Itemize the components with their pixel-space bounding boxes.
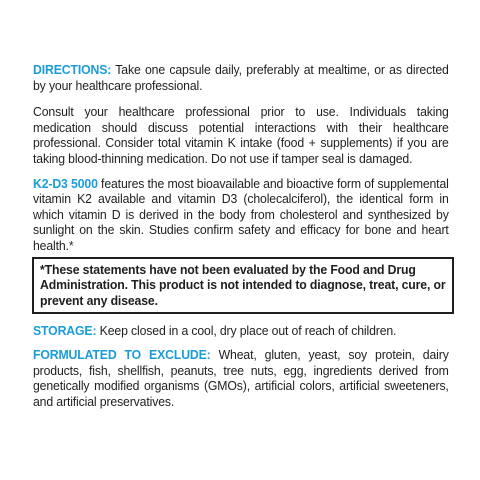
consult-paragraph: Consult your healthcare professional prior to use. Individuals taking medication should discuss potential interactions with their healthcare professional. Consider total vitamin K intake (food + supplements) if you are taking blood-thinning medication. Do not use if tamper seal is damaged. [33, 104, 449, 166]
formulated-to-exclude-paragraph [33, 347, 449, 409]
storage-heading: STORAGE: [33, 323, 97, 339]
formulated-to-exclude-text: Wheat, gluten, yeast, soy protein, dairy products, fish, shellfish, peanuts, tree nuts, egg, ingredients derived from genetically modified organisms (GMOs), artificial colors, artificial sweeteners, and artificial preservatives. [33, 346, 449, 409]
directions-heading: DIRECTIONS: [33, 62, 112, 77]
product-name-heading: K2-D3 5000 [33, 175, 98, 191]
fda-disclaimer-box [32, 257, 454, 315]
product-info-paragraph [33, 176, 449, 254]
formulated-to-exclude-heading: FORMULATED TO EXCLUDE: [33, 346, 211, 362]
fda-disclaimer-text: *These statements have not been evaluated by the Food and Drug Administration. This product is not intended to diagnose, treat, cure, or prevent any disease. [40, 261, 446, 308]
storage-paragraph [33, 323, 449, 339]
storage-text: Keep closed in a cool, dry place out of reach of children. [96, 323, 397, 339]
product-info-text: features the most bioavailable and bioactive form of supplemental vitamin K2 available and vitamin D3 (cholecalciferol), the identical form in which vitamin D is derived in the body from cholesterol and synthesized by sunlight on the skin. Studies confirm safety and efficacy for bone and heart health.* [33, 175, 449, 253]
directions-text: Take one capsule daily, preferably at mealtime, or as directed by your healthcare professional. [33, 62, 449, 93]
supplement-label-panel [33, 62, 449, 409]
directions-paragraph [33, 62, 449, 93]
